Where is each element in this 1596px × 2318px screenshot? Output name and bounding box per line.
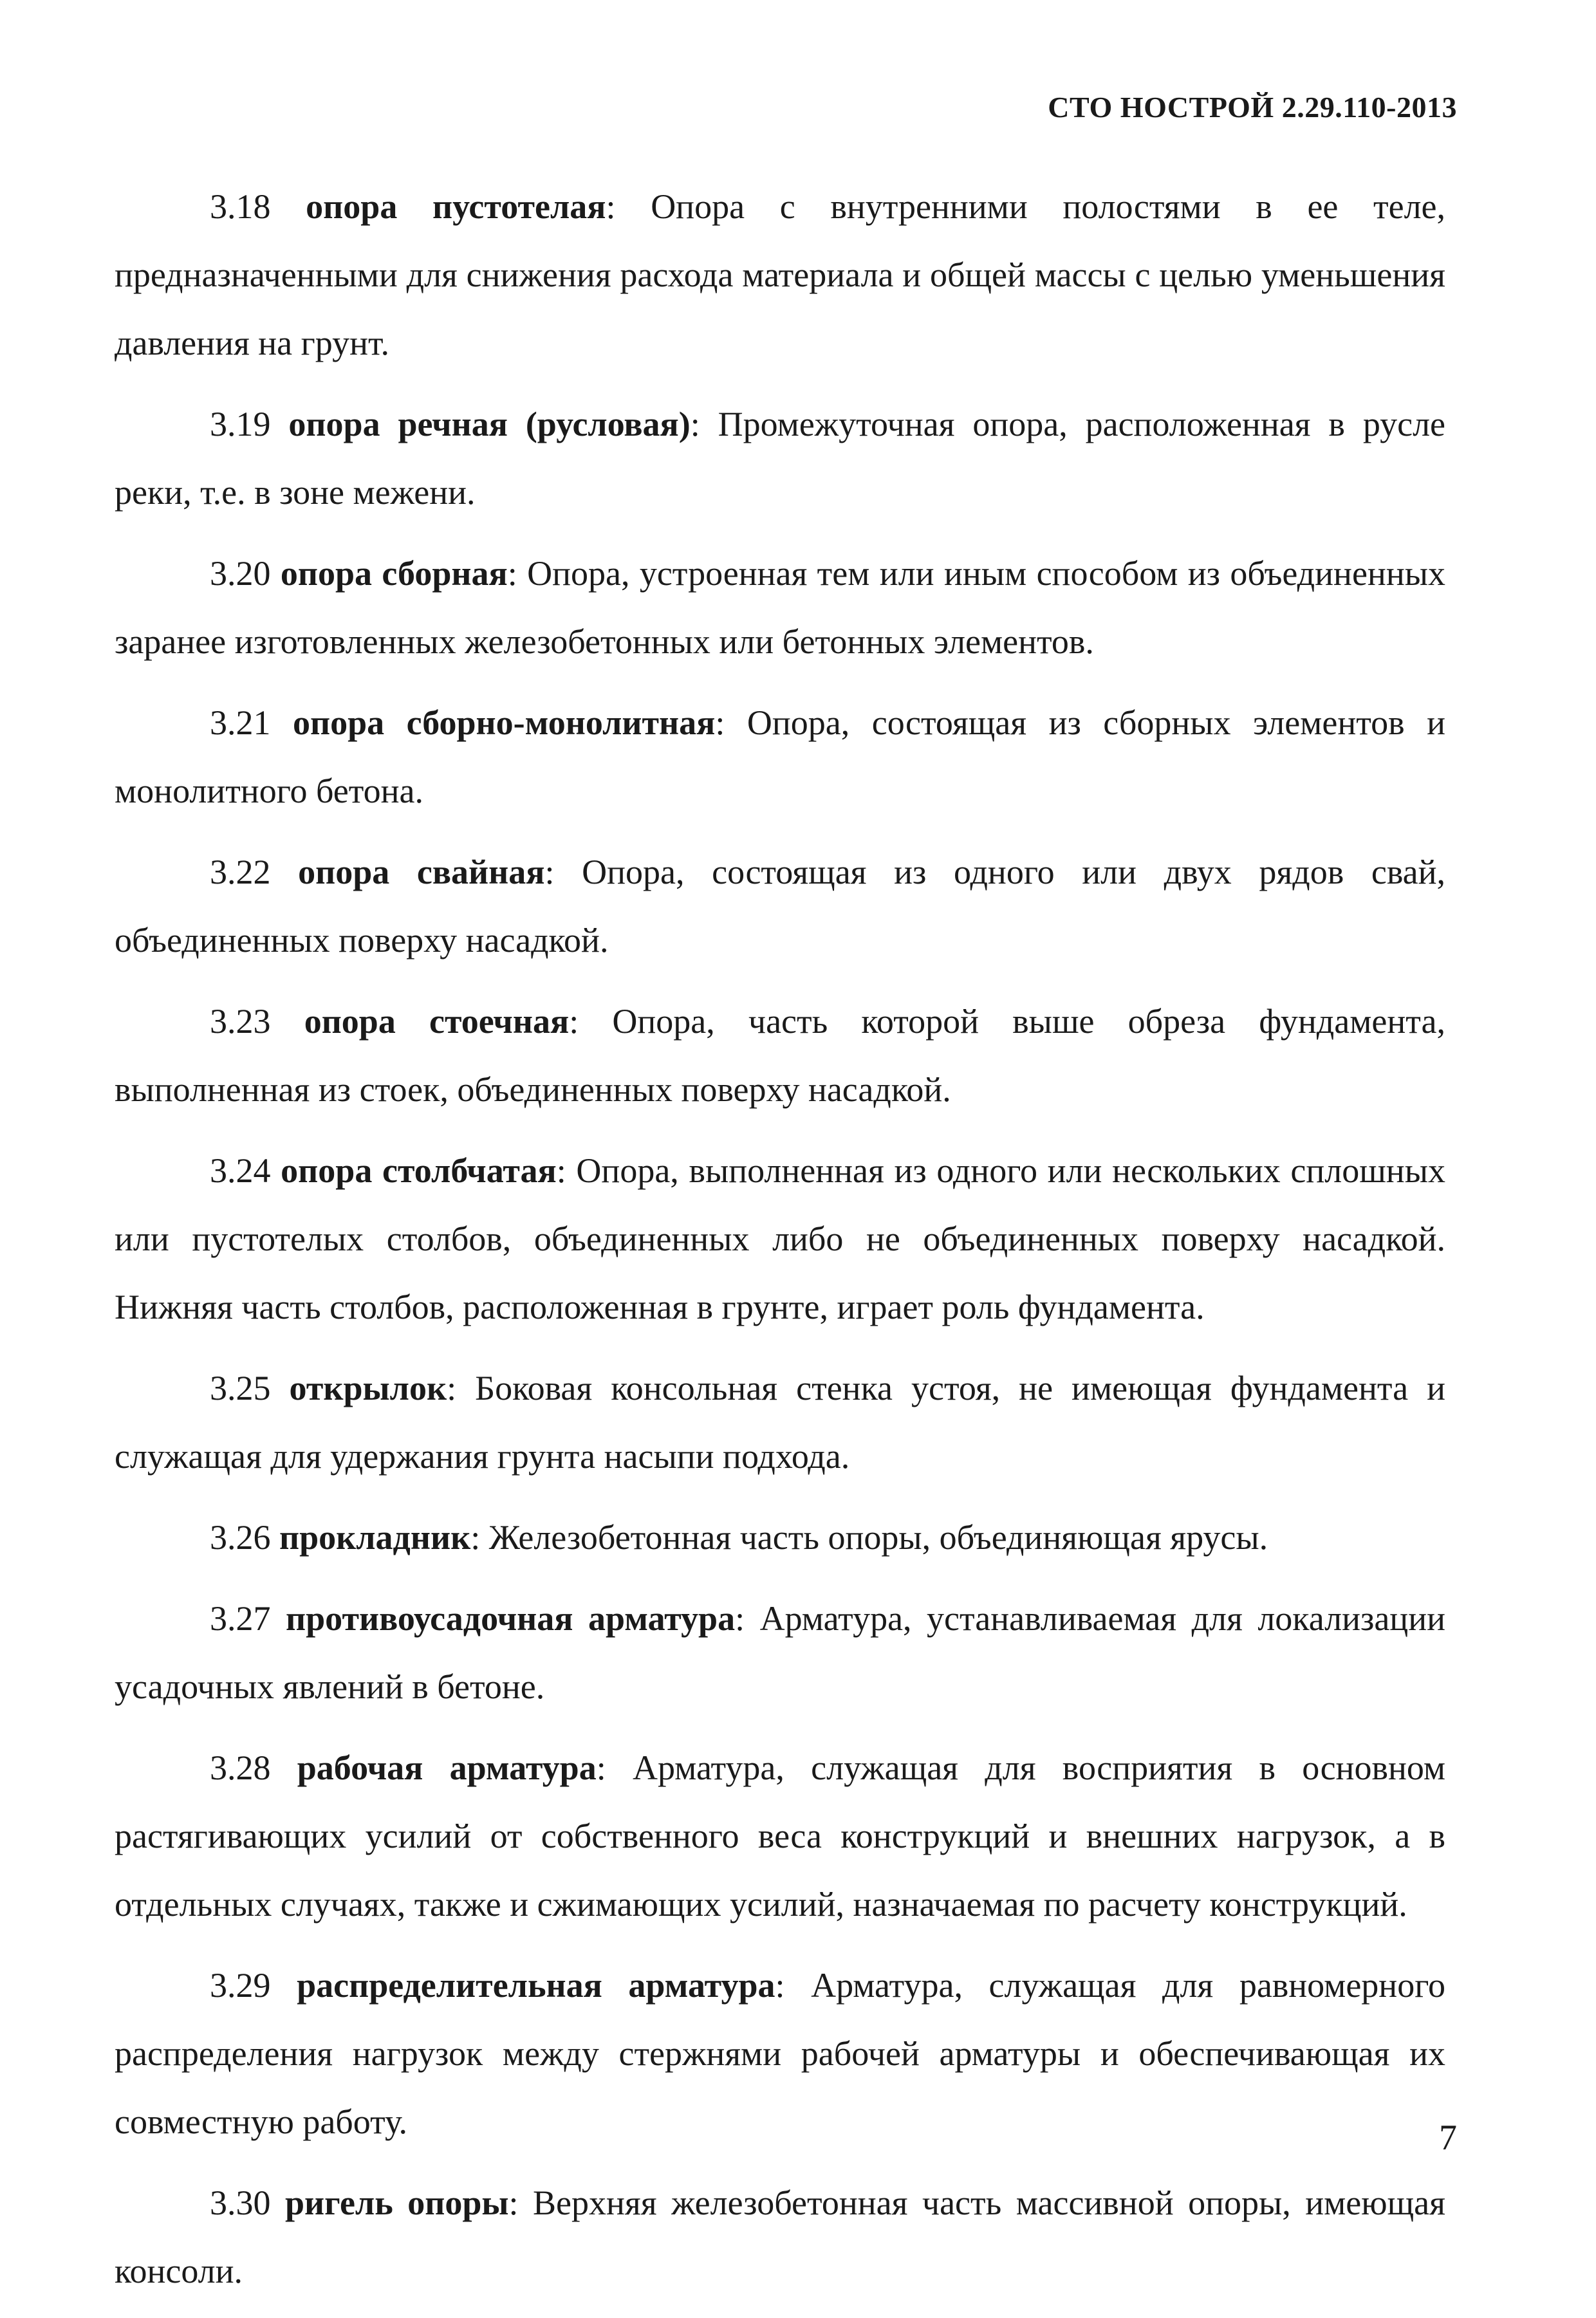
term-number: 3.18	[210, 187, 271, 226]
term-number: 3.20	[210, 554, 271, 593]
term-definition: Железобетонная часть опоры, объединяющая ярусы.	[488, 1518, 1268, 1557]
term-name: противоусадочная арматура	[286, 1599, 736, 1638]
term-entry: 3.18 опора пустотелая: Опора с внутренними полостями в ее теле, предназначенными для снижения расхода материала и общей массы с целью уменьшения давления на грунт.	[115, 187, 1446, 362]
term-name: опора сборно-монолитная	[292, 703, 716, 742]
term-number: 3.27	[210, 1599, 271, 1638]
term-definition: Опора, устроенная тем или иным способом из объединенных заранее изготовленных железобетонных или бетонных элементов.	[115, 554, 1445, 661]
term-number: 3.24	[210, 1151, 271, 1190]
term-number: 3.22	[210, 853, 271, 891]
term-name: ригель опоры	[284, 2184, 509, 2222]
term-definition: Опора, выполненная из одного или нескольких сплошных или пустотелых столбов, объединенных либо не объединенных поверху насадкой. Нижняя часть столбов, расположенная в грунте, играет роль фундамента.	[115, 1151, 1445, 1326]
term-number: 3.30	[210, 2184, 271, 2222]
term-entry: 3.22 опора свайная: Опора, состоящая из одного или двух рядов свай, объединенных поверху насадкой.	[115, 853, 1445, 960]
term-definition: Арматура, устанавливаемая для локализации усадочных явлений в бетоне.	[115, 1599, 1445, 1706]
term-name: опора пустотелая	[306, 187, 606, 226]
term-entry: 3.21 опора сборно-монолитная: Опора, состоящая из сборных элементов и монолитного бетона.	[115, 703, 1445, 810]
term-entry: 3.29 распределительная арматура: Арматура, служащая для равномерного распределения нагрузок между стержнями рабочей арматуры и обеспечивающая их совместную работу.	[115, 1966, 1445, 2141]
term-number: 3.25	[210, 1369, 271, 1407]
page-number: 7	[1439, 2118, 1457, 2158]
term-number: 3.23	[210, 1002, 271, 1041]
term-name: опора речная (русловая)	[288, 405, 691, 443]
term-number: 3.19	[210, 405, 271, 443]
term-definition: Арматура, служащая для равномерного распределения нагрузок между стержнями рабочей арматуры и обеспечивающая их совместную работу.	[115, 1966, 1445, 2141]
term-name: рабочая арматура	[297, 1748, 597, 1787]
term-definition: Арматура, служащая для восприятия в основном растягивающих усилий от собственного веса конструкций и внешних нагрузок, а в отдельных случаях, также и сжимающих усилий, назначаемая по расчету конструкций.	[115, 1748, 1445, 1924]
terms-list	[115, 172, 1445, 2318]
term-name: открылок	[289, 1369, 447, 1407]
term-definition: Опора с внутренними полостями в ее теле, предназначенными для снижения расхода материала и общей массы с целью уменьшения давления на грунт.	[115, 187, 1446, 362]
term-number: 3.21	[210, 703, 271, 742]
term-definition: Опора, часть которой выше обреза фундамента, выполненная из стоек, объединенных поверху насадкой.	[115, 1002, 1445, 1109]
term-entry: 3.30 ригель опоры: Верхняя железобетонная часть массивной опоры, имеющая консоли.	[115, 2184, 1445, 2290]
term-number: 3.28	[210, 1748, 271, 1787]
term-number: 3.29	[210, 1966, 271, 2005]
term-entry: 3.27 противоусадочная арматура: Арматура, устанавливаемая для локализации усадочных явлений в бетоне.	[115, 1599, 1445, 1706]
document-code-header: СТО НОСТРОЙ 2.29.110-2013	[1048, 91, 1457, 124]
term-entry: 3.19 опора речная (русловая): Промежуточная опора, расположенная в русле реки, т.е. в зоне межени.	[115, 405, 1446, 512]
term-number: 3.26	[210, 1518, 271, 1557]
term-name: прокладник	[279, 1518, 471, 1557]
term-entry: 3.26 прокладник: Железобетонная часть опоры, объединяющая ярусы.	[210, 1518, 1268, 1557]
term-definition: Боковая консольная стенка устоя, не имеющая фундамента и служащая для удержания грунта насыпи подхода.	[115, 1369, 1446, 1476]
term-name: опора свайная	[298, 853, 545, 891]
term-name: опора стоечная	[304, 1002, 570, 1041]
term-entry: 3.20 опора сборная: Опора, устроенная тем или иным способом из объединенных заранее изготовленных железобетонных или бетонных элементов.	[115, 554, 1445, 661]
term-entry: 3.24 опора столбчатая: Опора, выполненная из одного или нескольких сплошных или пустотелых столбов, объединенных либо не объединенных поверху насадкой. Нижняя часть столбов, расположенная в грунте, играет роль фундамента.	[115, 1151, 1445, 1326]
term-name: опора столбчатая	[281, 1151, 557, 1190]
term-name: распределительная арматура	[297, 1966, 775, 2005]
term-definition: Опора, состоящая из сборных элементов и монолитного бетона.	[115, 703, 1445, 810]
term-entry: 3.25 открылок: Боковая консольная стенка устоя, не имеющая фундамента и служащая для удержания грунта насыпи подхода.	[115, 1369, 1446, 1476]
term-name: опора сборная	[280, 554, 508, 593]
term-definition: Верхняя железобетонная часть массивной опоры, имеющая консоли.	[115, 2184, 1445, 2290]
term-definition: Опора, состоящая из одного или двух рядов свай, объединенных поверху насадкой.	[115, 853, 1445, 960]
term-definition: Промежуточная опора, расположенная в русле реки, т.е. в зоне межени.	[115, 405, 1446, 512]
term-entry: 3.28 рабочая арматура: Арматура, служащая для восприятия в основном растягивающих усилий от собственного веса конструкций и внешних нагрузок, а в отдельных случаях, также и сжимающих усилий, назначаемая по расчету конструкций.	[115, 1748, 1445, 1924]
term-entry: 3.23 опора стоечная: Опора, часть которой выше обреза фундамента, выполненная из стоек, объединенных поверху насадкой.	[115, 1002, 1445, 1109]
